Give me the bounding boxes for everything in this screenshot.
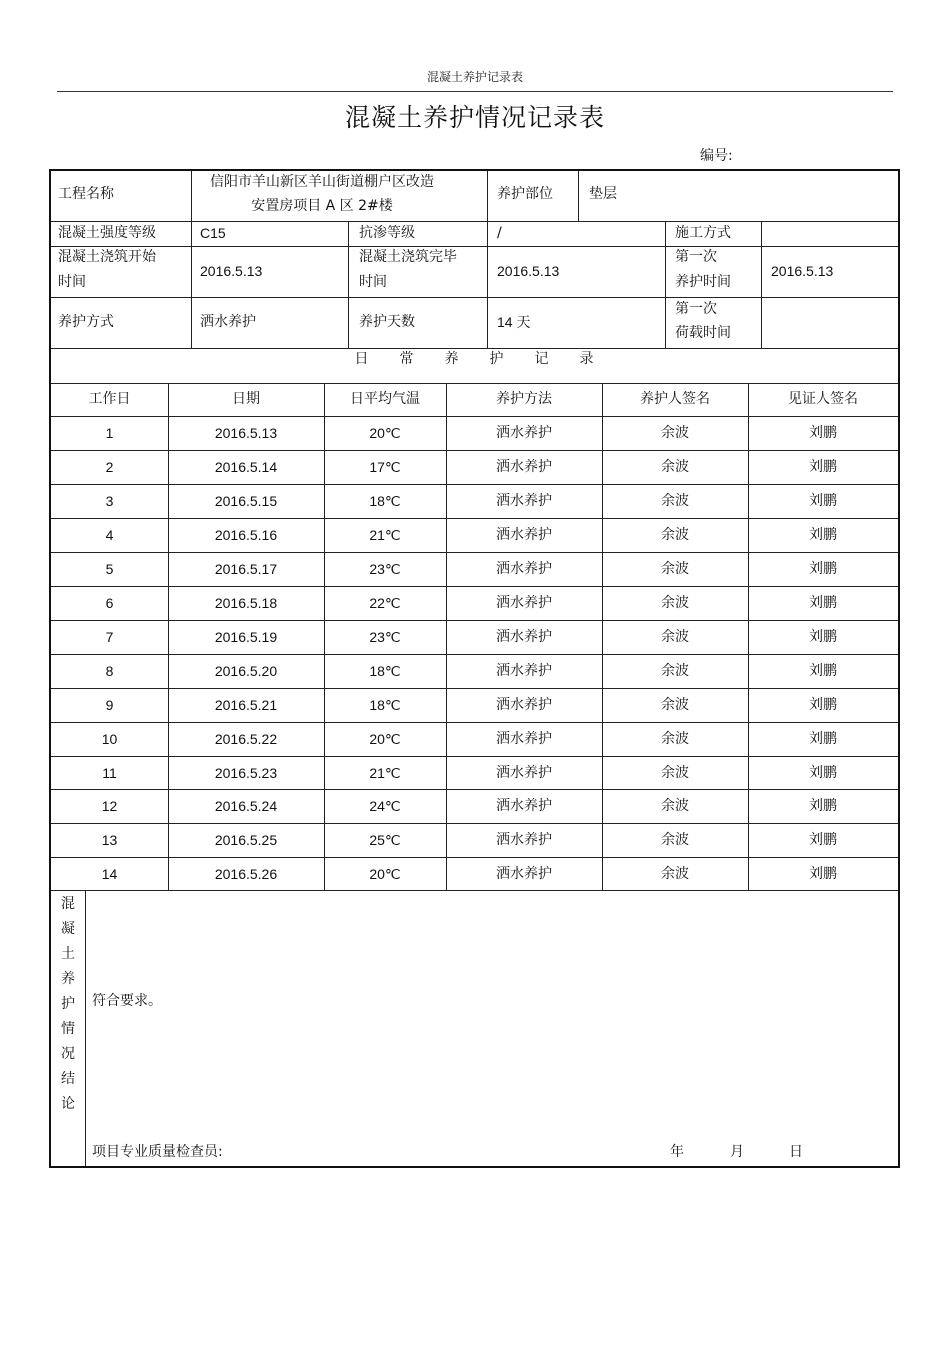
table-cell: 20℃ bbox=[369, 731, 401, 747]
strength-grade-label: 混凝土强度等级 bbox=[58, 225, 156, 241]
table-cell: 刘鹏 bbox=[809, 697, 837, 713]
table-cell: 23℃ bbox=[369, 561, 401, 577]
first-cure-value: 2016.5.13 bbox=[771, 263, 834, 279]
impermeability-label: 抗渗等级 bbox=[359, 225, 415, 241]
table-cell: 2016.5.19 bbox=[214, 629, 278, 645]
table-cell: 余波 bbox=[661, 459, 689, 475]
side-label-char: 混 bbox=[61, 896, 75, 912]
curing-method-value: 洒水养护 bbox=[200, 314, 256, 330]
table-cell: 刘鹏 bbox=[809, 731, 837, 747]
table-cell: 洒水养护 bbox=[496, 764, 552, 781]
table-cell: 2016.5.21 bbox=[214, 697, 278, 713]
table-cell: 洒水养护 bbox=[496, 459, 552, 475]
pour-start-label-line2: 时间 bbox=[58, 274, 86, 290]
table-cell: 2016.5.23 bbox=[214, 764, 278, 781]
side-label-char: 情 bbox=[61, 1021, 75, 1037]
table-cell: 刘鹏 bbox=[809, 493, 837, 509]
table-cell: 刘鹏 bbox=[809, 629, 837, 645]
row-rule bbox=[51, 756, 898, 757]
table-cell: 洒水养护 bbox=[496, 629, 552, 645]
row-rule bbox=[51, 586, 898, 587]
table-cell: 2016.5.16 bbox=[214, 527, 278, 543]
table-cell: 余波 bbox=[661, 663, 689, 679]
table-cell: 2016.5.18 bbox=[214, 595, 278, 611]
table-cell: 余波 bbox=[661, 561, 689, 577]
table-cell: 2016.5.26 bbox=[214, 865, 278, 882]
table-cell: 洒水养护 bbox=[496, 663, 552, 679]
table-cell: 7 bbox=[105, 629, 114, 645]
table-cell: 2016.5.24 bbox=[214, 798, 278, 814]
table-cell: 余波 bbox=[661, 595, 689, 611]
pour-end-label-line1: 混凝土浇筑完毕 bbox=[359, 249, 457, 265]
table-cell: 余波 bbox=[661, 697, 689, 713]
curing-method-label: 养护方式 bbox=[58, 314, 114, 330]
table-cell: 2016.5.14 bbox=[214, 459, 278, 475]
daily-record-title: 日 常 养 护 记 录 bbox=[354, 351, 595, 367]
table-cell: 8 bbox=[105, 663, 114, 679]
table-cell: 刘鹏 bbox=[809, 425, 837, 441]
pour-end-label-line2: 时间 bbox=[359, 274, 387, 290]
table-cell: 余波 bbox=[661, 731, 689, 747]
table-cell: 洒水养护 bbox=[496, 865, 552, 882]
side-label-char: 论 bbox=[61, 1096, 75, 1112]
row-rule bbox=[51, 722, 898, 723]
running-header: 混凝土养护记录表 bbox=[426, 70, 523, 84]
inspector-label: 项目专业质量检查员: bbox=[92, 1144, 223, 1160]
rule bbox=[665, 221, 666, 348]
table-cell: 洒水养护 bbox=[496, 527, 552, 543]
table-cell: 刘鹏 bbox=[809, 459, 837, 475]
column-header: 工作日 bbox=[88, 391, 131, 407]
table-cell: 2 bbox=[105, 459, 114, 475]
side-label-char: 土 bbox=[61, 946, 75, 962]
row-rule bbox=[51, 552, 898, 553]
table-cell: 余波 bbox=[661, 798, 689, 814]
row-rule bbox=[51, 789, 898, 790]
first-cure-label-line1: 第一次 bbox=[675, 249, 717, 265]
row-rule bbox=[51, 518, 898, 519]
project-name-label: 工程名称 bbox=[58, 186, 114, 202]
first-cure-label-line2: 养护时间 bbox=[675, 274, 731, 290]
record-sheet bbox=[49, 169, 900, 1168]
rule bbox=[487, 171, 488, 348]
table-cell: 洒水养护 bbox=[496, 798, 552, 814]
table-cell: 刘鹏 bbox=[809, 865, 837, 882]
conclusion-side-label bbox=[51, 892, 85, 1117]
table-cell: 洒水养护 bbox=[496, 697, 552, 713]
table-cell: 余波 bbox=[661, 493, 689, 509]
side-label-char: 凝 bbox=[61, 921, 75, 937]
column-header: 养护人签名 bbox=[640, 391, 710, 407]
curing-part-value: 垫层 bbox=[589, 186, 617, 202]
table-cell: 21℃ bbox=[369, 527, 401, 543]
column-header: 养护方法 bbox=[496, 391, 552, 407]
side-label-char: 养 bbox=[61, 971, 75, 987]
table-cell: 18℃ bbox=[369, 663, 401, 679]
table-cell: 刘鹏 bbox=[809, 832, 837, 848]
table-cell: 2016.5.20 bbox=[214, 663, 278, 679]
rule bbox=[51, 416, 898, 417]
table-cell: 3 bbox=[105, 493, 114, 509]
first-load-label-line2: 荷载时间 bbox=[675, 325, 731, 341]
table-cell: 20℃ bbox=[369, 425, 401, 441]
table-cell: 刘鹏 bbox=[809, 561, 837, 577]
table-cell: 2016.5.17 bbox=[214, 561, 278, 577]
row-rule bbox=[51, 857, 898, 858]
table-cell: 1 bbox=[105, 425, 114, 441]
table-cell: 14 bbox=[101, 865, 118, 882]
table-cell: 21℃ bbox=[369, 764, 401, 781]
page-title: 混凝土养护情况记录表 bbox=[344, 103, 605, 132]
table-cell: 刘鹏 bbox=[809, 798, 837, 814]
table-cell: 洒水养护 bbox=[496, 425, 552, 441]
table-cell: 11 bbox=[102, 764, 117, 781]
table-cell: 18℃ bbox=[369, 493, 401, 509]
table-cell: 6 bbox=[105, 595, 114, 611]
table-cell: 23℃ bbox=[369, 629, 401, 645]
rule bbox=[578, 171, 579, 221]
rule bbox=[51, 890, 898, 891]
table-cell: 刘鹏 bbox=[809, 764, 837, 781]
pour-start-label-line1: 混凝土浇筑开始 bbox=[58, 249, 156, 265]
first-load-label-line1: 第一次 bbox=[675, 301, 717, 317]
day-label: 日 bbox=[789, 1144, 803, 1160]
table-cell: 刘鹏 bbox=[809, 663, 837, 679]
table-cell: 余波 bbox=[661, 865, 689, 882]
row-rule bbox=[51, 823, 898, 824]
column-header: 见证人签名 bbox=[788, 391, 858, 407]
curing-days-value: 14 天 bbox=[497, 314, 531, 330]
rule bbox=[85, 890, 86, 1166]
column-header: 日平均气温 bbox=[350, 391, 420, 407]
table-cell: 12 bbox=[101, 798, 118, 814]
rule bbox=[51, 221, 898, 222]
curing-part-label: 养护部位 bbox=[497, 186, 553, 202]
table-cell: 余波 bbox=[661, 425, 689, 441]
column-header: 日期 bbox=[232, 391, 260, 407]
row-rule bbox=[51, 484, 898, 485]
doc-number-label: 编号: bbox=[700, 148, 733, 164]
table-cell: 洒水养护 bbox=[496, 731, 552, 747]
row-rule bbox=[51, 688, 898, 689]
project-name-line2: 安置房项目 A 区 2#楼 bbox=[251, 198, 393, 214]
year-label: 年 bbox=[670, 1144, 684, 1160]
table-cell: 4 bbox=[105, 527, 114, 543]
pour-start-value: 2016.5.13 bbox=[200, 263, 263, 279]
row-rule bbox=[51, 654, 898, 655]
table-cell: 18℃ bbox=[369, 697, 401, 713]
rule bbox=[348, 221, 349, 348]
table-cell: 余波 bbox=[661, 527, 689, 543]
table-cell: 9 bbox=[105, 697, 114, 713]
table-cell: 5 bbox=[105, 561, 114, 577]
rule bbox=[51, 297, 898, 298]
side-label-char: 况 bbox=[61, 1046, 75, 1062]
table-cell: 10 bbox=[101, 731, 118, 747]
table-cell: 22℃ bbox=[369, 595, 401, 611]
curing-days-label: 养护天数 bbox=[359, 314, 415, 330]
table-cell: 余波 bbox=[661, 629, 689, 645]
table-cell: 20℃ bbox=[369, 865, 401, 882]
row-rule bbox=[51, 620, 898, 621]
table-cell: 洒水养护 bbox=[496, 493, 552, 509]
side-label-char: 结 bbox=[61, 1071, 75, 1087]
table-cell: 余波 bbox=[661, 764, 689, 781]
table-cell: 2016.5.15 bbox=[214, 493, 278, 509]
table-cell: 洒水养护 bbox=[496, 832, 552, 848]
table-cell: 洒水养护 bbox=[496, 561, 552, 577]
strength-grade-value: C15 bbox=[200, 225, 226, 241]
pour-end-value: 2016.5.13 bbox=[497, 263, 560, 279]
header-rule bbox=[57, 91, 893, 92]
row-rule bbox=[51, 450, 898, 451]
table-cell: 13 bbox=[101, 832, 118, 848]
rule bbox=[51, 246, 898, 247]
impermeability-value: / bbox=[497, 225, 502, 241]
rule bbox=[51, 383, 898, 384]
table-cell: 24℃ bbox=[369, 798, 401, 814]
table-cell: 刘鹏 bbox=[809, 527, 837, 543]
construction-method-label: 施工方式 bbox=[675, 225, 731, 241]
conclusion-text: 符合要求。 bbox=[92, 993, 162, 1009]
table-cell: 25℃ bbox=[369, 832, 401, 848]
table-cell: 2016.5.22 bbox=[214, 731, 278, 747]
table-cell: 余波 bbox=[661, 832, 689, 848]
table-cell: 2016.5.25 bbox=[214, 832, 278, 848]
rule bbox=[761, 221, 762, 348]
table-cell: 17℃ bbox=[369, 459, 401, 475]
side-label-char: 护 bbox=[61, 996, 75, 1012]
table-cell: 刘鹏 bbox=[809, 595, 837, 611]
project-name-line1: 信阳市羊山新区羊山街道棚户区改造 bbox=[210, 174, 434, 190]
table-cell: 洒水养护 bbox=[496, 595, 552, 611]
table-cell: 2016.5.13 bbox=[214, 425, 278, 441]
month-label: 月 bbox=[730, 1144, 744, 1160]
